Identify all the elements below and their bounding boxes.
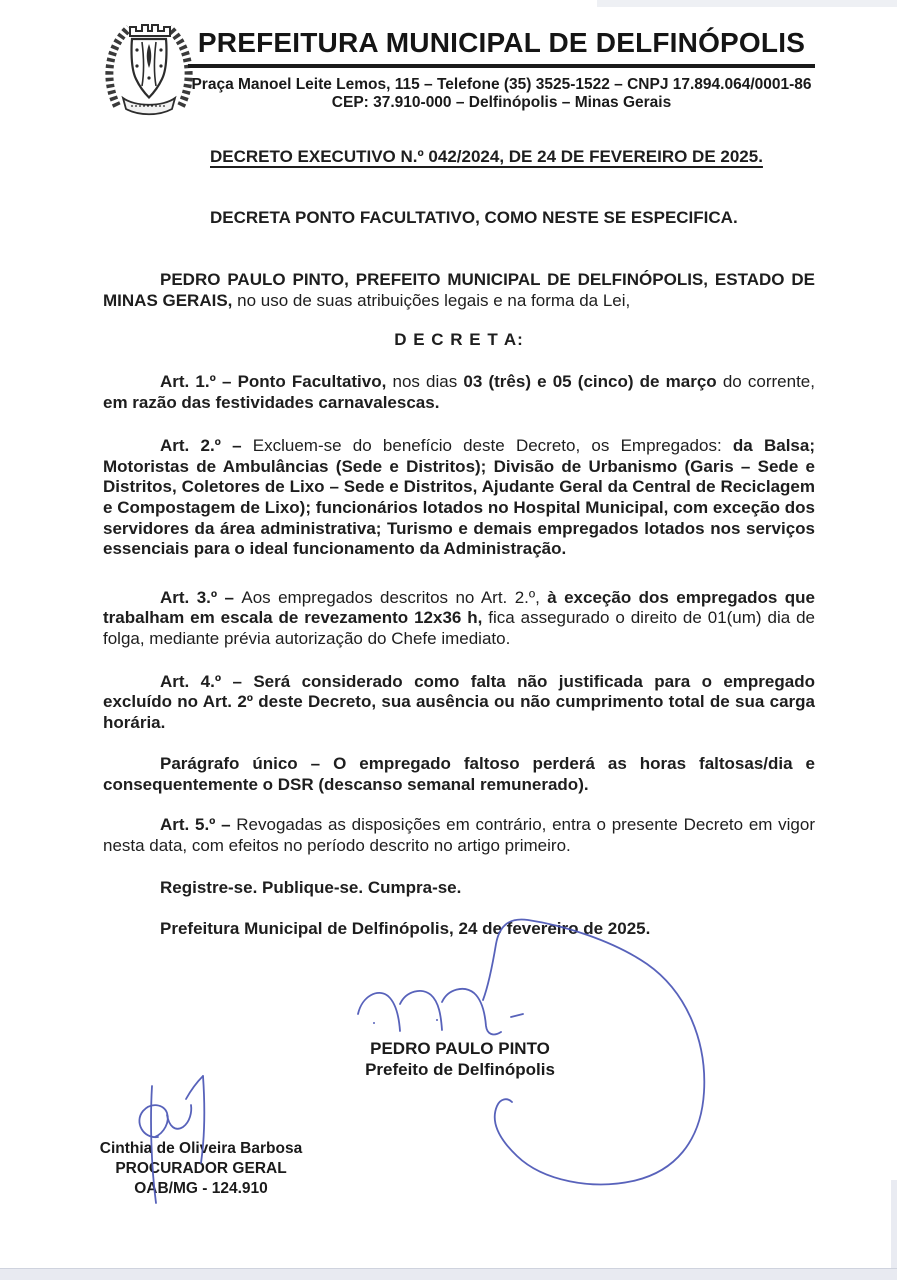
preamble-clause: no uso de suas atribuições legais e na forma da Lei, <box>232 290 631 310</box>
attorney-signature-block <box>92 1139 310 1199</box>
decree-subject: DECRETA PONTO FACULTATIVO, COMO NESTE SE ESPECIFICA. <box>210 207 738 227</box>
article-1 <box>103 372 815 413</box>
article-1-dates: 03 (três) e 05 (cinco) de março <box>463 371 717 391</box>
place-date-line: Prefeitura Municipal de Delfinópolis, 24 de fevereiro de 2025. <box>160 919 651 939</box>
article-1-text2: do corrente, <box>716 371 815 391</box>
decree-preamble <box>103 270 815 311</box>
photo-edge-bottom <box>0 1268 897 1280</box>
article-5-lead: Art. 5.º – <box>160 815 237 835</box>
article-1-lead: Art. 1.º – Ponto Facultativo, <box>160 371 387 391</box>
photo-edge-right <box>891 1180 897 1280</box>
article-2 <box>103 436 815 560</box>
municipality-name: PREFEITURA MUNICIPAL DE DELFINÓPOLIS <box>197 27 806 58</box>
decree-body <box>103 147 815 940</box>
header-divider <box>188 64 815 68</box>
article-5-text: Revogadas as disposições em contrário, entra o presente Decreto em vigor nesta data, com efeitos no período descrito no artigo primeiro. <box>103 815 815 856</box>
attorney-name: Cinthia de Oliveira Barbosa <box>99 1140 303 1157</box>
article-3-exception: à exceção dos empregados que trabalham em escala de revezamento 12x36 h, <box>103 587 815 628</box>
header-address-line2: CEP: 37.910-000 – Delfinópolis – Minas Gerais <box>331 94 672 111</box>
article-1-reason: em razão das festividades carnavalescas. <box>103 392 440 412</box>
mayor-signature-humps <box>358 993 400 1031</box>
article-2-lead: Art. 2.º – <box>160 436 253 456</box>
header-address-line1: Praça Manoel Leite Lemos, 115 – Telefone (35) 3525-1522 – CNPJ 17.894.064/0001-86 <box>191 76 812 93</box>
article-3-text2: fica assegurado o direito de 01(um) dia de folga, mediante prévia autorização do Chefe imediato. <box>103 608 815 648</box>
mayor-name: PEDRO PAULO PINTO <box>370 1039 550 1058</box>
article-3-text: Aos empregados descritos no Art. 2.º, <box>241 587 548 607</box>
article-2-exclusions: da Balsa; Motoristas de Ambulâncias (Sede e Distritos); Divisão de Urbanismo (Garis – Sede e Distritos, Coletores de Lixo – Sede e Distritos, Ajudante Geral da Central de Reciclagem e Compostagem de Lixo); funcionários lotados no Hospital Municipal, com exceção dos servidores da área administrativa; Turismo e demais empregados lotados nos serviços essenciais para o ideal funcionamento da Administração. <box>103 436 816 559</box>
article-5 <box>103 815 815 856</box>
registre-line: Registre-se. Publique-se. Cumpra-se. <box>160 877 462 897</box>
paragrafo-unico: Parágrafo único – O empregado faltoso perderá as horas faltosas/dia e consequentemente o DSR (descanso semanal remunerado). <box>103 754 815 794</box>
decree-title: DECRETO EXECUTIVO N.º 042/2024, DE 24 DE FEVEREIRO DE 2025. <box>210 147 763 166</box>
mayor-signature-block <box>330 1038 590 1080</box>
article-2-text: Excluem-se do benefício deste Decreto, os Empregados: <box>252 436 733 456</box>
article-4: Art. 4.º – Será considerado como falta não justificada para o empregado excluído no Art. 2º deste Decreto, sua ausência ou não cumprimento total de sua carga horária. <box>103 671 815 732</box>
preamble-authority: PEDRO PAULO PINTO, PREFEITO MUNICIPAL DE DELFINÓPOLIS, ESTADO DE MINAS GERAIS, <box>103 270 815 310</box>
photo-edge-top <box>597 0 897 7</box>
attorney-title: PROCURADOR GERAL <box>115 1160 287 1177</box>
article-3 <box>103 588 815 650</box>
article-3-lead: Art. 3.º – <box>160 587 242 607</box>
attorney-registration: OAB/MG - 124.910 <box>134 1180 268 1197</box>
mayor-title: Prefeito de Delfinópolis <box>365 1060 555 1079</box>
article-1-text: nos dias <box>386 371 464 391</box>
decreta-heading: D E C R E T A: <box>394 330 524 350</box>
